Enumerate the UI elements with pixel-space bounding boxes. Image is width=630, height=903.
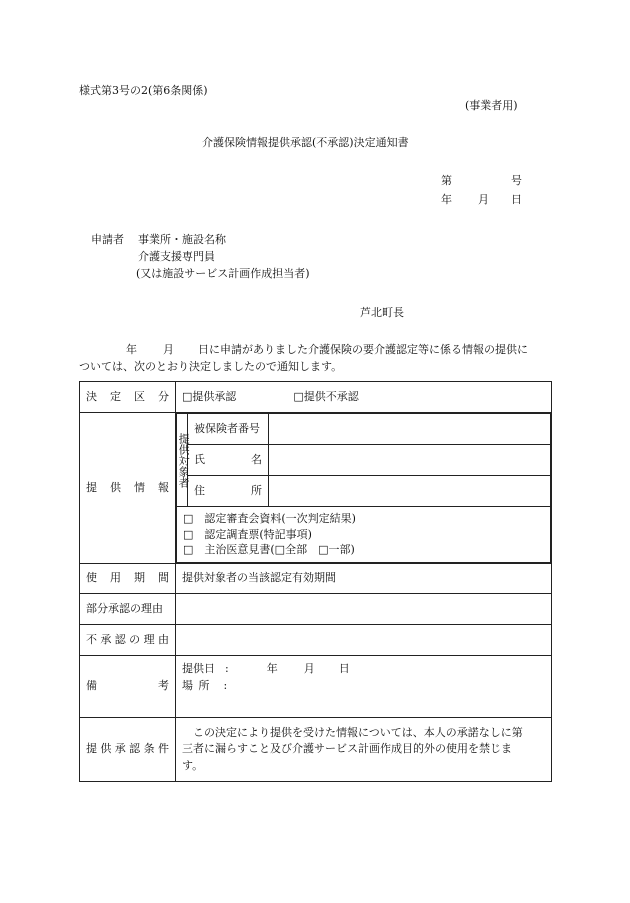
- remarks-label: [80, 656, 176, 718]
- subject-label: 提供対象者: [177, 432, 191, 488]
- field-address-label: [188, 476, 269, 507]
- date-year: 年: [441, 193, 452, 206]
- remarks-date-line: [182, 661, 545, 678]
- option-reject[interactable]: □提供不承認: [293, 389, 359, 403]
- field-insured-number-value[interactable]: [269, 414, 551, 445]
- decision-row: [80, 382, 552, 413]
- info-label: [80, 413, 176, 564]
- option-approve[interactable]: □提供承認: [182, 389, 237, 403]
- field-name-value[interactable]: [269, 445, 551, 476]
- field-name-text: 氏 名: [194, 452, 262, 466]
- reject-label: [80, 625, 176, 656]
- remarks-month: 月: [303, 662, 315, 675]
- field-name-label: [188, 445, 269, 476]
- remarks-cell: [176, 656, 552, 718]
- remarks-day: 日: [338, 662, 350, 675]
- period-value: 提供対象者の当該認定有効期間: [176, 564, 552, 594]
- conditions-line2: 三者に漏らすこと及び介護サービス計画作成目的外の使用を禁じま: [182, 742, 512, 756]
- date-month: 月: [478, 193, 489, 206]
- date-day: 日: [511, 193, 522, 206]
- remarks-date-colon: :: [225, 662, 229, 675]
- decision-label: [80, 382, 176, 413]
- period-row: [80, 564, 552, 594]
- document-item-opinion[interactable]: □ 主治医意見書(□全部 □一部): [183, 543, 355, 557]
- conditions-line3: す。: [182, 758, 204, 772]
- form-number: 様式第3号の2(第6条関係): [79, 84, 208, 97]
- recipient-type: (事業者用): [465, 99, 518, 112]
- decision-options: [176, 382, 552, 413]
- conditions-line1: この決定により提供を受けた情報については、本人の承諾なしに第: [193, 725, 523, 739]
- intro-year: 年: [126, 343, 137, 356]
- field-address-text: 住 所: [194, 483, 262, 497]
- info-label-text: 提 供 情 報: [86, 480, 169, 494]
- partial-row: [80, 594, 552, 625]
- remarks-row: [80, 656, 552, 718]
- remarks-place-line: [182, 678, 545, 695]
- conditions-row: [80, 718, 552, 782]
- partial-value[interactable]: [176, 594, 552, 625]
- conditions-label-text: 提 供 承 認 条 件: [86, 742, 169, 756]
- info-subtable: [176, 413, 551, 563]
- decision-label-text: 決 定 区 分: [86, 389, 169, 403]
- document-title: 介護保険情報提供承認(不承認)決定通知書: [202, 136, 409, 149]
- applicant-facility: 事業所・施設名称: [138, 233, 226, 246]
- intro-text: 日に申請がありました介護保険の要介護認定等に係る情報の提供に: [198, 343, 528, 356]
- issuer: 芦北町長: [360, 306, 404, 319]
- conditions-label: [80, 718, 176, 782]
- period-label: [80, 564, 176, 594]
- intro-text-line2: ついては、次のとおり決定しましたので通知します。: [79, 360, 343, 373]
- field-insured-number-label: 被保険者番号: [188, 414, 269, 445]
- subject-label-cell: [177, 414, 191, 507]
- document-item-review[interactable]: □ 認定審査会資料(一次判定結果): [183, 512, 356, 526]
- reject-label-text: 不 承 認 の 理 由: [86, 632, 169, 646]
- remarks-year: 年: [266, 662, 278, 675]
- intro-month: 月: [163, 343, 174, 356]
- conditions-text: [176, 718, 552, 782]
- documents-cell: [177, 507, 551, 563]
- remarks-place-label: 場 所: [182, 678, 210, 692]
- decision-table: [79, 381, 552, 782]
- reject-value[interactable]: [176, 625, 552, 656]
- remarks-label-text: 備 考: [86, 679, 169, 693]
- doc-number-dai: 第: [441, 174, 452, 187]
- period-label-text: 使 用 期 間: [86, 571, 169, 585]
- reject-row: [80, 625, 552, 656]
- applicant-planner: (又は施設サービス計画作成担当者): [136, 267, 310, 280]
- doc-number-go: 号: [511, 174, 522, 187]
- partial-label: 部分承認の理由: [80, 594, 176, 625]
- applicant-care-manager: 介護支援専門員: [138, 250, 215, 263]
- info-cell: [176, 413, 552, 564]
- document-item-survey[interactable]: □ 認定調査票(特記事項): [183, 527, 312, 541]
- remarks-place-colon: :: [223, 678, 228, 692]
- field-address-value[interactable]: [269, 476, 551, 507]
- remarks-date-label: 提供日: [182, 662, 215, 675]
- info-row: [80, 413, 552, 564]
- applicant-label: 申請者: [91, 233, 124, 246]
